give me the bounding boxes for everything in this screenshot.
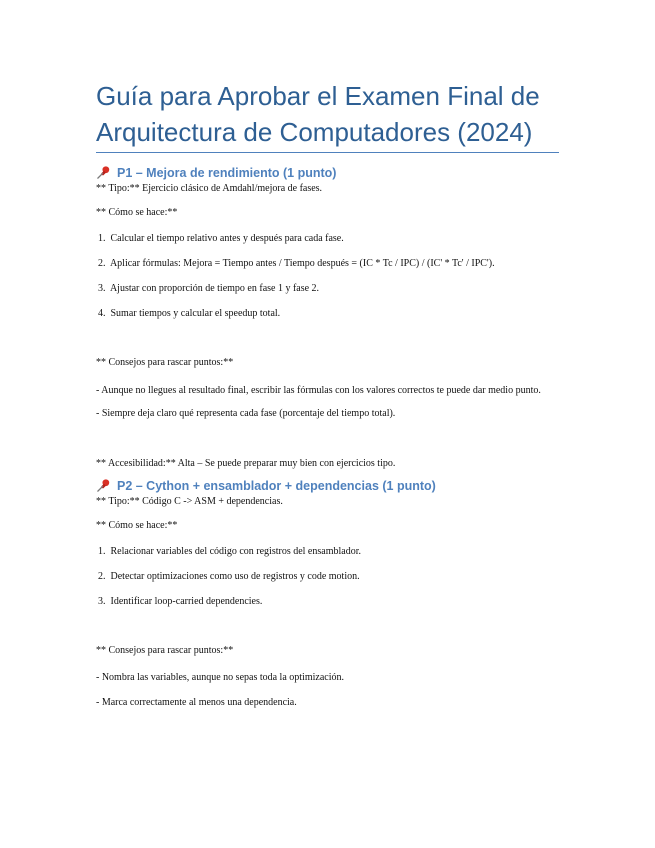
tip-text: - Marca correctamente al menos una dependencia. [96,697,297,708]
list-item: 3. Ajustar con proporción de tiempo en fase 1 y fase 2. [98,283,320,294]
list-item: 3. Identificar loop-carried dependencies. [98,596,263,607]
como-text: ** Cómo se hace:** [96,207,178,218]
accesibilidad-text: ** Accesibilidad:** Alta – Se puede preparar muy bien con ejercicios tipo. [96,458,396,469]
section-heading [96,478,559,493]
document-page [96,78,559,709]
section-heading [96,165,559,180]
consejos-text: ** Consejos para rascar puntos:** [96,357,234,368]
section-heading-text: P1 – Mejora de rendimiento (1 punto) [117,165,337,180]
tip-text: - Siempre deja claro qué representa cada fase (porcentaje del tiempo total). [96,408,396,419]
document-title: Guía para Aprobar el Examen Final de Arquitectura de Computadores (2024) [96,78,559,153]
list-item: 1. Relacionar variables del código con registros del ensamblador. [98,546,361,557]
tipo-text: ** Tipo:** Ejercicio clásico de Amdahl/mejora de fases. [96,183,323,194]
list-item: 1. Calcular el tiempo relativo antes y después para cada fase. [98,233,344,244]
list-item: 2. Aplicar fórmulas: Mejora = Tiempo antes / Tiempo después = (IC * Tc / IPC) / (IC' * Tc' / IPC'). [98,258,495,269]
section-heading-text: P2 – Cython + ensamblador + dependencias (1 punto) [117,478,436,493]
section-p2 [96,478,559,709]
pushpin-icon [96,478,111,493]
list-item: 2. Detectar optimizaciones como uso de registros y code motion. [98,571,360,582]
pushpin-icon [96,165,111,180]
como-text: ** Cómo se hace:** [96,520,178,531]
tipo-text: ** Tipo:** Código C -> ASM + dependencias. [96,496,283,507]
consejos-text: ** Consejos para rascar puntos:** [96,645,234,656]
section-p1 [96,165,559,470]
tip-text: - Nombra las variables, aunque no sepas toda la optimización. [96,672,344,683]
list-item: 4. Sumar tiempos y calcular el speedup total. [98,308,281,319]
tip-text: - Aunque no llegues al resultado final, escribir las fórmulas con los valores correctos te puede dar medio punto. [96,385,541,396]
